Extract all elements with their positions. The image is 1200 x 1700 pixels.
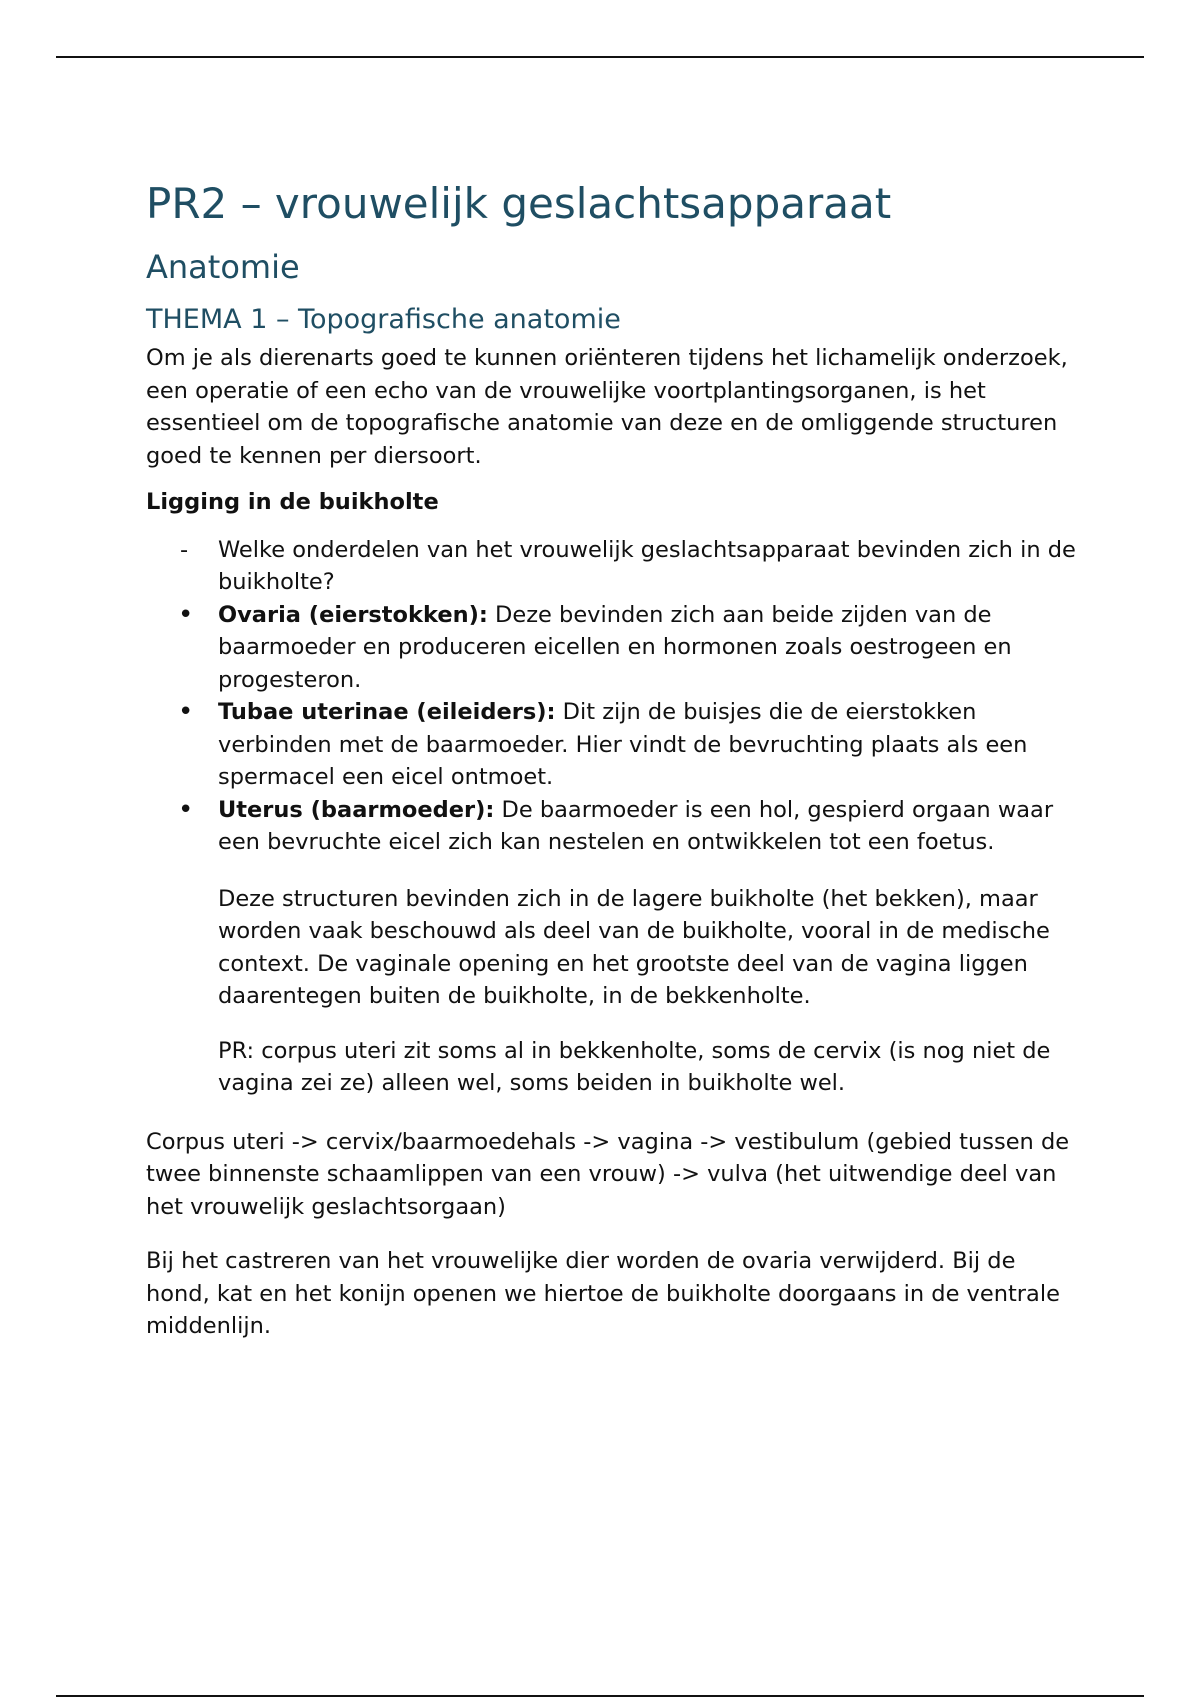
section-heading: Anatomie (146, 248, 300, 286)
dash-marker: - (180, 536, 189, 563)
list-item-term: Tubae uterinae (eileiders): (218, 699, 556, 725)
list-item-text: Deze bevinden zich aan beide zijden van de baarmoeder en produceren eicellen en hormonen zoals oestrogeen en progesteron. (218, 601, 1012, 693)
footer-rule (56, 1695, 1144, 1697)
bullet-marker: • (178, 794, 194, 825)
bullet-marker: • (178, 599, 194, 630)
question-item (146, 534, 1086, 599)
list-item (146, 696, 1086, 794)
list-item-text: Dit zijn de buisjes die de eierstokken verbinden met de baarmoeder. Hier vindt de bevruchting plaats als een spermacel een eicel ontmoet. (218, 699, 1028, 790)
list-item-term: Uterus (baarmoeder): (218, 796, 495, 823)
header-rule (56, 56, 1144, 58)
body-paragraph: Corpus uteri -> cervix/baarmoedehals -> vagina -> vestibulum (gebied tussen de twee binnenste schaamlippen van een vrouw) -> vulva (het uitwendige deel van het vrouwelijk geslachtsorgaan) (146, 1128, 1070, 1220)
subheading: Ligging in de buikholte (146, 489, 439, 515)
list-item (146, 599, 1086, 697)
indented-paragraph: PR: corpus uteri zit soms al in bekkenholte, soms de cervix (is nog niet de vagina zei ze) alleen wel, soms beiden in buikholte wel. (218, 1037, 1051, 1096)
document-title: PR2 – vrouwelijk geslachtsapparaat (146, 179, 892, 228)
theme-heading: THEMA 1 – Topografische anatomie (146, 304, 621, 335)
question-text: Welke onderdelen van het vrouwelijk geslachtsapparaat bevinden zich in de buikholte? (218, 536, 1076, 595)
intro-paragraph: Om je als dierenarts goed te kunnen oriënteren tijdens het lichamelijk onderzoek, een operatie of een echo van de vrouwelijke voortplantingsorganen, is het essentieel om de topografische anatomie van deze en de omliggende structuren goed te kennen per diersoort. (146, 345, 1068, 469)
bullet-marker: • (178, 697, 194, 727)
body-paragraph: Bij het castreren van het vrouwelijke dier worden de ovaria verwijderd. Bij de hond, kat en het konijn openen we hiertoe de buikholte doorgaans in de ventrale middenlijn. (146, 1248, 1060, 1339)
document-body (146, 176, 1086, 1343)
list-item (146, 794, 1086, 859)
indented-paragraph: Deze structuren bevinden zich in de lagere buikholte (het bekken), maar worden vaak beschouwd als deel van de buikholte, vooral in de medische context. De vaginale opening en het grootste deel van de vagina liggen daarentegen buiten de buikholte, in de bekkenholte. (218, 885, 1050, 1009)
organ-list (146, 534, 1086, 859)
list-item-term: Ovaria (eierstokken): (218, 601, 488, 628)
list-item-text: De baarmoeder is een hol, gespierd orgaan waar een bevruchte eicel zich kan nestelen en ontwikkelen tot een foetus. (218, 796, 1054, 855)
